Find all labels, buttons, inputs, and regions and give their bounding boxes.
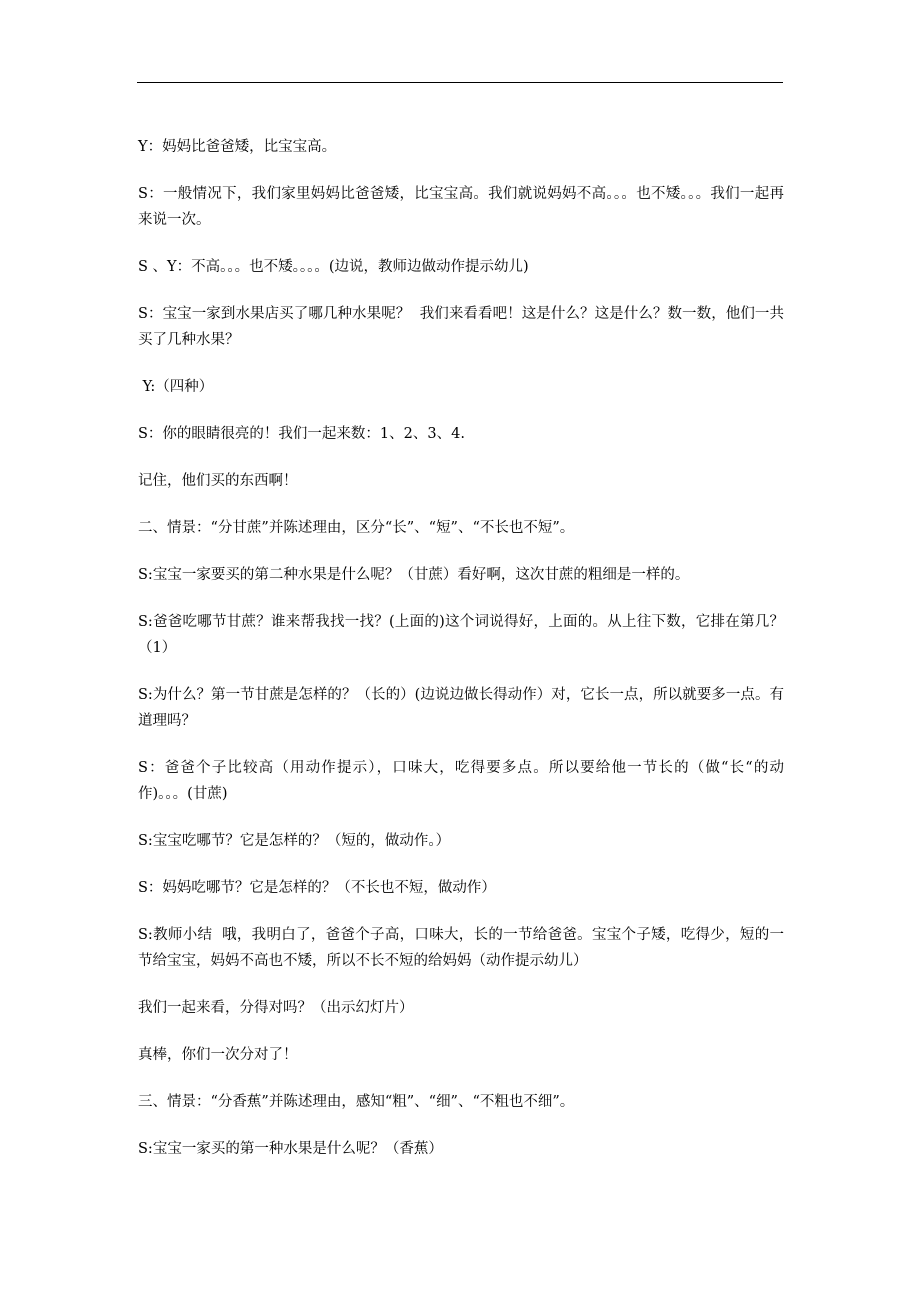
paragraph: S:教师小结 哦，我明白了，爸爸个子高，口味大，长的一节给爸爸。宝宝个子矮，吃得少，短的一节给宝宝，妈妈不高也不矮，所以不长不短的给妈妈（动作提示幼儿）: [138, 927, 784, 969]
paragraph: 记住，他们买的东西啊！: [138, 473, 298, 489]
paragraph: S：你的眼睛很亮的！我们一起来数：1、2、3、4.: [138, 426, 465, 442]
paragraph: S：爸爸个子比较高（用动作提示），口味大，吃得要多点。所以要给他一节长的（做“长“的动作)。。。(甘蔗): [138, 760, 784, 802]
paragraph: S 、Y：不高。。。也不矮。。。。(边说，教师边做动作提示幼儿): [138, 259, 529, 275]
paragraph: S：妈妈吃哪节？它是怎样的？（不长也不短，做动作）: [138, 880, 496, 896]
paragraph: S:宝宝一家要买的第二种水果是什么呢？（甘蔗）看好啊，这次甘蔗的粗细是一样的。: [138, 567, 690, 583]
paragraph: Y:（四种）: [138, 379, 214, 395]
paragraph: S：宝宝一家到水果店买了哪几种水果呢？ 我们来看看吧！这是什么？这是什么？数一数，他们一共买了几种水果？: [138, 306, 784, 348]
paragraph: S:宝宝一家买的第一种水果是什么呢？（香蕉）: [138, 1141, 443, 1157]
paragraph: S:为什么？第一节甘蔗是怎样的？（长的）(边说边做长得动作）对，它长一点，所以就要多一点。有道理吗？: [138, 687, 784, 729]
header-rule: [137, 82, 783, 83]
paragraph: S:爸爸吃哪节甘蔗？谁来帮我找一找？(上面的)这个词说得好，上面的。从上往下数，它排在第几？（1）: [138, 614, 784, 656]
document-body: [138, 134, 784, 1183]
paragraph: Y：妈妈比爸爸矮，比宝宝高。: [138, 139, 337, 155]
paragraph: 真棒，你们一次分对了！: [138, 1047, 298, 1063]
paragraph: 我们一起来看，分得对吗？（出示幻灯片）: [138, 1000, 414, 1016]
section-heading: 三、情景：“分香蕉”并陈述理由，感知“粗”、“细”、“不粗也不细”。: [138, 1094, 575, 1110]
section-heading: 二、情景：“分甘蔗”并陈述理由，区分“长”、“短”、“不长也不短”。: [138, 520, 575, 536]
paragraph: S:宝宝吃哪节？它是怎样的？（短的，做动作。）: [138, 833, 451, 849]
paragraph: S：一般情况下，我们家里妈妈比爸爸矮，比宝宝高。我们就说妈妈不高。。。也不矮。。。我们一起再来说一次。: [138, 186, 784, 228]
